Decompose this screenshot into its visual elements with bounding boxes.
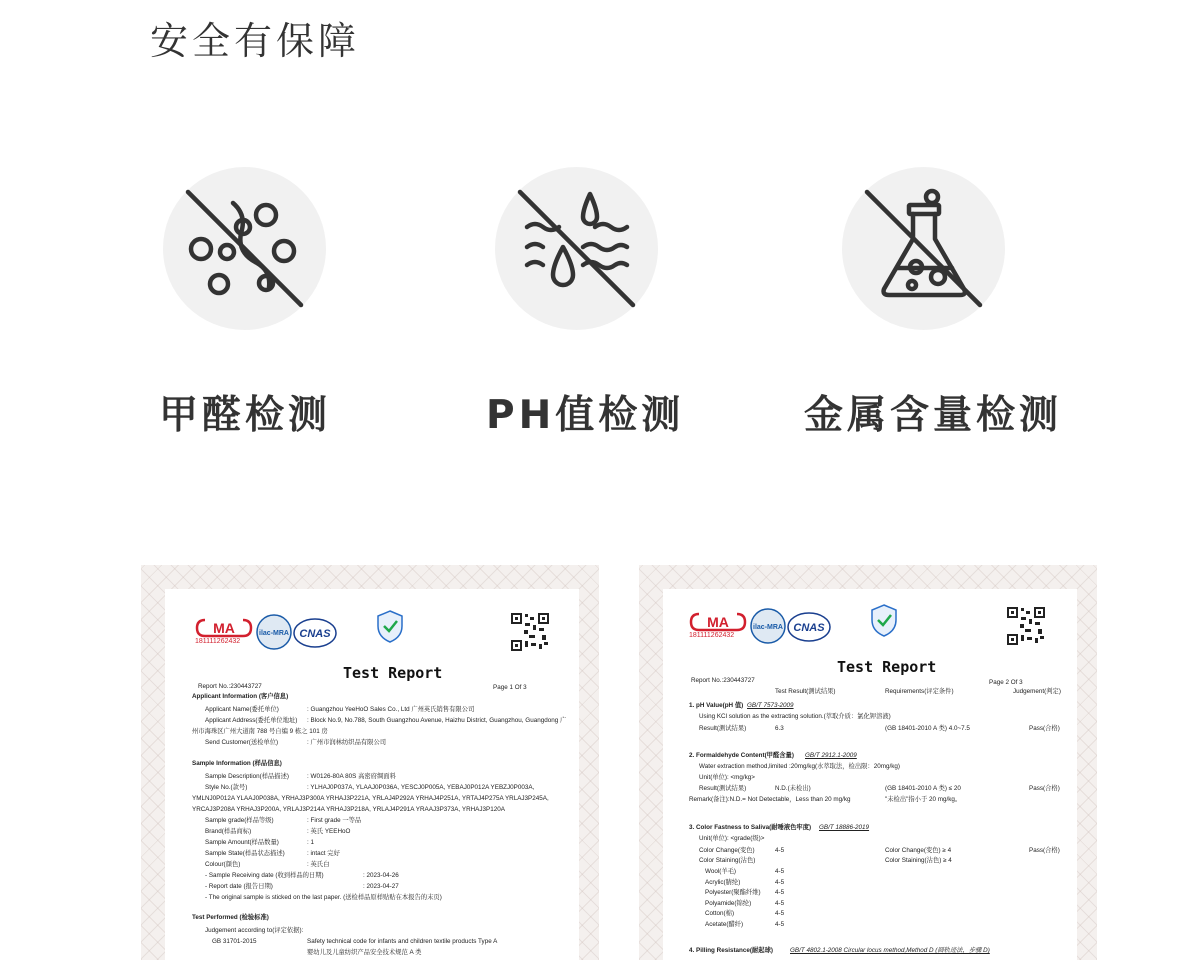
- doc-line: Safety technical code for infants and children textile products Type A: [307, 938, 498, 945]
- report-title: Test Report: [343, 664, 443, 682]
- doc-line: 4-5: [775, 921, 785, 928]
- doc-line: Remark(备注):N.D.= Not Detectable，Less than 20 mg/kg: [689, 796, 851, 803]
- doc-line: Color Staining(沾色) ≥ 4: [885, 857, 952, 864]
- doc-line: Test Result(测试结果): [775, 688, 836, 695]
- doc-line: - The original sample is sticked on the last paper. (送检样品原样贴贴在本报告的末页): [205, 894, 442, 901]
- doc-line: Style No.(款号): [205, 784, 248, 791]
- doc-line: 4-5: [775, 868, 785, 875]
- doc-line: : 英氏 YEEHoO: [307, 828, 351, 835]
- doc-line: "未检出"指小于 20 mg/kg。: [885, 796, 962, 803]
- no-formaldehyde-icon: [163, 167, 326, 330]
- doc-line: YRCAJ3P208A YRHAJ3P200A, YRLAJ3P214A YRHAJ3P218A, YRLAJ4P291A YRAAJ3P373A, YRHAJ3P120A: [192, 806, 505, 813]
- svg-text:CNAS: CNAS: [793, 622, 825, 634]
- ph-test-label: PH值检测: [486, 393, 685, 438]
- doc-line: : 2023-04-26: [363, 872, 399, 879]
- doc-line: GB/T 4802.1-2008 Circular locus method,Method D (圆轨迹法，步骤 D): [790, 947, 990, 954]
- doc-line: Result(测试结果): [699, 785, 747, 792]
- qr-code: [509, 611, 551, 653]
- doc-line: GB/T 2912.1-2009: [805, 752, 857, 759]
- doc-line: : 广州市润林纺织品有限公司: [307, 739, 387, 746]
- doc-line: Pass(合格): [1029, 785, 1060, 792]
- doc-line: - Sample Receiving date (收到样品的日期): [205, 872, 324, 879]
- doc-line: Acetate(醋纤): [705, 921, 744, 928]
- no-metal-flask-icon: [842, 167, 1005, 330]
- svg-text:CNAS: CNAS: [299, 628, 331, 640]
- svg-text:MA: MA: [213, 620, 235, 636]
- doc-line: : 1: [307, 839, 315, 846]
- doc-line: Test Performed (检验标准): [192, 914, 269, 921]
- no-ph-water-icon: [495, 167, 658, 330]
- doc-line: 4-5: [775, 910, 785, 917]
- doc-line: 4-5: [775, 889, 785, 896]
- doc-line: Sample State(样品状态描述): [205, 850, 285, 857]
- doc-line: GB/T 18886-2019: [819, 824, 870, 831]
- doc-line: Color Staining(沾色): [699, 857, 756, 864]
- doc-line: (GB 18401-2010 A 类) 4.0~7.5: [885, 725, 970, 732]
- cma-number: 181111262432: [689, 632, 735, 639]
- doc-line: Requirements(评定条件): [885, 688, 954, 695]
- cnas-logo: [787, 611, 831, 643]
- report-paper: [663, 589, 1077, 960]
- svg-text:MA: MA: [707, 614, 729, 630]
- doc-line: 3. Color Fastness to Saliva(耐唾液色牢度): [689, 824, 812, 831]
- metal-content-test-label: 金属含量检测: [804, 393, 1063, 438]
- doc-line: - Report date (报告日期): [205, 883, 273, 890]
- doc-line: Polyester(聚酯纤维): [705, 889, 761, 896]
- qr-code: [1005, 605, 1047, 647]
- doc-line: Unit(单位): <mg/kg>: [699, 774, 755, 781]
- certification-shield-logo: [375, 609, 405, 645]
- doc-line: Color Change(变色) ≥ 4: [885, 847, 952, 854]
- doc-line: 1. pH Value(pH 值): [689, 702, 744, 709]
- doc-line: Applicant Name(委托单位): [205, 706, 279, 713]
- doc-line: YMLNJ0P012A YLAAJ0P038A, YRHAJ3P300A YRHAJ3P221A, YRLAJ4P292A YRHAJ4P251A, YRTAJ4P275A YRLAJ3P245A,: [192, 795, 549, 802]
- doc-line: 州市海珠区广州大道南 788 号自编 9 栋之 101 房: [192, 728, 328, 735]
- certification-shield-logo: [869, 603, 899, 639]
- doc-line: (GB 18401-2010 A 类) ≤ 20: [885, 785, 961, 792]
- doc-line: 4-5: [775, 879, 785, 886]
- doc-line: : intact 完好: [307, 850, 340, 857]
- doc-line: 2. Formaldehyde Content(甲醛含量): [689, 752, 794, 759]
- report-number: Report No.:230443727: [691, 677, 755, 684]
- doc-line: Send Customer(送检单位): [205, 739, 279, 746]
- doc-line: GB 31701-2015: [212, 938, 257, 945]
- doc-line: Using KCl solution as the extracting solution.(萃取介质：氯化钾溶液): [699, 713, 891, 720]
- cnas-logo: [293, 617, 337, 649]
- report-title: Test Report: [837, 658, 937, 676]
- svg-text:ilac-MRA: ilac-MRA: [753, 624, 783, 631]
- doc-line: Unit(单位): <grade(级)>: [699, 835, 765, 842]
- doc-line: Cotton(棉): [705, 910, 735, 917]
- doc-line: Sample Description(样品描述): [205, 773, 289, 780]
- doc-line: : 英氏白: [307, 861, 330, 868]
- svg-text:ilac-MRA: ilac-MRA: [259, 630, 289, 637]
- doc-line: 4. Pilling Resistance(耐起球): [689, 947, 773, 954]
- page-number: Page 1 Of 3: [493, 684, 527, 691]
- doc-line: : YLHAJ0P037A, YLAAJ0P036A, YESCJ0P005A, YEBAJ0P012A YEBZJ0P003A,: [307, 784, 535, 791]
- doc-line: Brand(样品商标): [205, 828, 252, 835]
- doc-line: Applicant Address(委托单位地址): [205, 717, 298, 724]
- test-report-page-2: [639, 565, 1097, 960]
- report-paper: [165, 589, 579, 960]
- page-number: Page 2 Of 3: [989, 679, 1023, 686]
- section-heading: 安全有保障: [150, 19, 361, 63]
- doc-line: N.D.(未检出): [775, 785, 811, 792]
- formaldehyde-test-label: 甲醛检测: [159, 393, 332, 438]
- doc-line: : First grade 一等品: [307, 817, 362, 824]
- doc-line: GB/T 7573-2009: [747, 702, 794, 709]
- doc-line: 婴幼儿及儿童纺织产品安全技术规范 A 类: [307, 949, 422, 956]
- doc-line: Sample grade(样品等级): [205, 817, 274, 824]
- doc-line: : W0126-80A 80S 高密府绸面料: [307, 773, 396, 780]
- doc-line: Pass(合格): [1029, 847, 1060, 854]
- ilac-mra-logo: [749, 607, 787, 645]
- doc-line: 4-5: [775, 900, 785, 907]
- doc-line: Sample Information (样品信息): [192, 760, 282, 767]
- doc-line: Judgement(判定): [1013, 688, 1061, 695]
- doc-line: Pass(合格): [1029, 725, 1060, 732]
- doc-line: Result(测试结果): [699, 725, 747, 732]
- ilac-mra-logo: [255, 613, 293, 651]
- doc-line: Colour(颜色): [205, 861, 241, 868]
- doc-line: : Guangzhou YeeHoO Sales Co., Ltd 广州英氏销售有限公司: [307, 706, 475, 713]
- test-report-page-1: [141, 565, 599, 960]
- report-number: Report No.:230443727: [198, 683, 262, 690]
- doc-line: : Block No.9, No.788, South Guangzhou Avenue, Haizhu District, Guangzhou, Guangdong 广: [307, 717, 567, 724]
- cma-number: 181111262432: [195, 638, 241, 645]
- doc-line: 6.3: [775, 725, 784, 732]
- doc-line: Applicant Information (客户信息): [192, 693, 289, 700]
- doc-line: Polyamide(锦纶): [705, 900, 752, 907]
- doc-line: 4-5: [775, 847, 785, 854]
- doc-line: Sample Amount(样品数量): [205, 839, 279, 846]
- doc-line: Water extraction method,limited :20mg/kg(水萃取法，检出限：20mg/kg): [699, 763, 900, 770]
- doc-line: Acrylic(腈纶): [705, 879, 741, 886]
- doc-line: Color Change(变色): [699, 847, 755, 854]
- doc-line: : 2023-04-27: [363, 883, 399, 890]
- doc-line: Judgement according to(评定依据):: [205, 927, 304, 934]
- doc-line: Wool(羊毛): [705, 868, 737, 875]
